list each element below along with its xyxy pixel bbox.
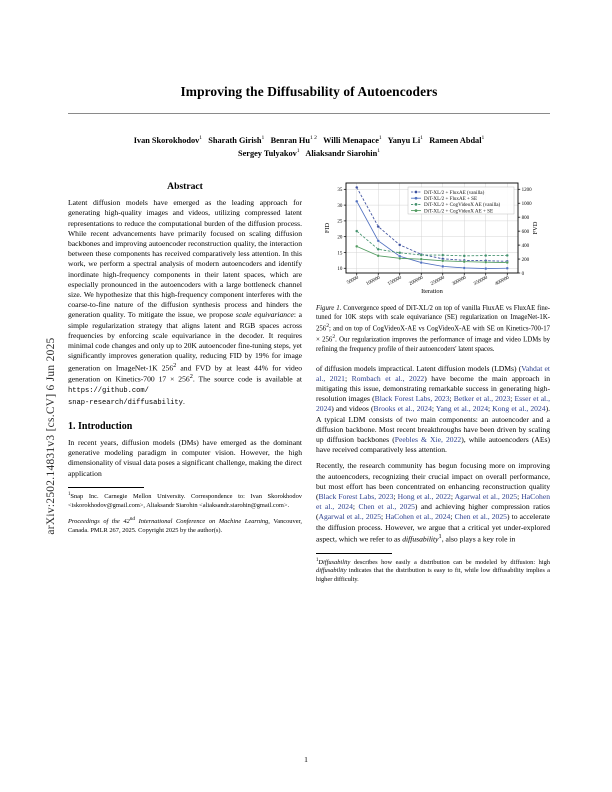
affiliation-footnote: $^1$Snap Inc. Carnegie Mellon University. Correspondence to: Ivan Skorokhodov <iskorokhodov@gmail.com>, Aliaksandr Siarohin <aliaksandr.siarohin@gmail.com>. (68, 491, 302, 509)
chart-svg (316, 177, 550, 299)
author: Ivan Skorokhodov$^1$ (133, 135, 203, 145)
citation[interactable]: Hong et al., 2022 (397, 492, 451, 502)
citation[interactable]: Chen et al., 2025 (454, 512, 507, 522)
abstract-italic-term: scale equivariance (235, 310, 294, 320)
svg-text:20: 20 (337, 235, 343, 241)
author-line-1 (68, 134, 550, 148)
convergence-chart (316, 177, 550, 299)
citation[interactable]: Yang et al., 2024 (435, 404, 488, 414)
figure-1 (316, 177, 550, 354)
svg-text:FVD: FVD (532, 221, 539, 235)
left-column (68, 177, 302, 584)
right-paragraph-1: of diffusion models impractical. Latent diffusion models (LDMs) (Vahdat et al., 2021; Rombach et al., 2022) have become the main approach in mitigating this issue, demonstrating remarkable success in generating high-resolution images (Black Forest Labs, 2023; Betker et al., 2023; Esser et al., 2024) and videos (Brooks et al., 2024; Yang et al., 2024; Kong et al., 2024). A typical LDM consists of two main components: an autoencoder and a diffusion backbone. Most recent breakthroughs have been driven by scaling up diffusion backbones (Peebles & Xie, 2022), while autoencoders (AEs) have received comparatively less attention. (316, 363, 551, 455)
citation[interactable]: Black Forest Labs, 2023 (318, 492, 394, 502)
svg-text:DiT-XL/2 + CogVideoX AE + SE: DiT-XL/2 + CogVideoX AE + SE (424, 208, 494, 215)
citation[interactable]: Chen et al., 2025 (358, 502, 415, 512)
citation[interactable]: Brooks et al., 2024 (373, 404, 432, 414)
abstract-text: Latent diffusion models have emerged as the leading approach for generating high-quality images and videos, utilizing compressed latent representations to reduce the computational burden of the diffusion process. While recent advancements have primarily focused on scaling diffusion backbones and improving autoencoder reconstruction quality, the interaction between these components has received comparatively less attention. In this work, we perform a spectral analysis of modern autoencoders and identify inordinate high-frequency components in their latent spaces, which are especially pronounced in the autoencoders with a large bottleneck channel size. We hypothesize that this high-frequency component interferes with the coarse-to-fine nature of the diffusion synthesis process and hinders the generation quality. To mitigate the issue, we propose scale equivariance: a simple regularization strategy that aligns latent and RGB spaces across frequencies by enforcing scale equivariance in the decoder. It requires minimal code changes and only up to 20K autoencoder fine-tuning steps, yet significantly improves generation quality, reducing FID by 19% for image generation on ImageNet-1K $256^2$ and FVD by at least 44% for video generation on Kinetics-700 $17 \times 256^2$. The source code is available at https://github.com/ snap-research/diffusability. (68, 198, 302, 407)
citation[interactable]: Kong et al., 2024 (492, 404, 546, 414)
svg-text:400000: 400000 (494, 275, 511, 288)
svg-text:DiT-XL/2 + FluxAE + SE: DiT-XL/2 + FluxAE + SE (424, 196, 478, 203)
citation[interactable]: Vahdat et al., 2021 (316, 363, 550, 383)
citation[interactable]: Rombach et al., 2022 (351, 373, 425, 383)
right-paragraph-2: Recently, the research community has begun focusing more on improving the autoencoders, recognizing their crucial impact on overall performance, but most effort has been concentrated on enhancing reconstruction quality (Black Forest Labs, 2023; Hong et al., 2022; Agarwal et al., 2025; HaCohen et al., 2024; Chen et al., 2025) and achieving higher compression ratios (Agarwal et al., 2025; HaCohen et al., 2024; Chen et al., 2025) to accelerate the diffusion process. However, we argue that a critical yet under-explored aspect, which we refer to as diffusability$^1$, also plays a key role in (316, 461, 550, 544)
source-code-url[interactable]: https://github.com/ (68, 386, 149, 395)
author: Yanyu Li$^1$ (387, 135, 423, 145)
section-heading-introduction: 1. Introduction (68, 421, 133, 433)
page-number: 1 (304, 755, 308, 764)
citation[interactable]: Esser et al., 2024 (316, 394, 550, 414)
author: Sergey Tulyakov$^1$ (237, 148, 300, 159)
author-list (68, 134, 550, 161)
svg-text:150000: 150000 (387, 275, 403, 288)
svg-text:250000: 250000 (430, 275, 446, 288)
abstract-heading: Abstract (167, 181, 203, 193)
author: Rameen Abdal$^1$ (429, 135, 485, 145)
author: Willi Menapace$^1$ (323, 135, 382, 145)
svg-text:0: 0 (521, 272, 525, 278)
svg-text:300000: 300000 (451, 275, 468, 288)
two-column-body (68, 177, 550, 584)
citation[interactable]: HaCohen et al., 2024 (385, 512, 451, 522)
svg-text:600: 600 (521, 230, 530, 236)
svg-text:200000: 200000 (408, 275, 425, 288)
citation[interactable]: HaCohen et al., 2024 (316, 492, 550, 512)
svg-text:35: 35 (337, 188, 343, 194)
svg-text:Iteration: Iteration (421, 288, 443, 296)
svg-text:350000: 350000 (473, 275, 489, 288)
svg-text:400: 400 (521, 244, 530, 250)
author: Aliaksandr Siarohin$^1$ (305, 148, 381, 159)
citation[interactable]: Peebles & Xie, 2022 (394, 435, 462, 445)
svg-text:30: 30 (337, 204, 343, 210)
svg-text:100000: 100000 (365, 275, 382, 288)
svg-text:1000: 1000 (521, 202, 532, 208)
publication-info: Proceedings of the 42nd International Conference on Machine Learning, Vancouver, Canada. PMLR 267, 2025. Copyright 2025 by the author(s). (68, 516, 302, 534)
citation[interactable]: Black Forest Labs, 2023 (374, 394, 450, 404)
svg-text:50000: 50000 (346, 275, 360, 287)
figure-caption: Figure 1. Convergence speed of DiT-XL/2 on top of vanilla FluxAE vs FluxAE fine-tuned for 10K steps with scale equivariance (SE) regularization on ImageNet-$1K-256^2$; and on top of CogVideoX-AE vs CogVideoX-AE with SE on Kinetics-700-17 × $256^2$. Our regularization improves the performance of image and video LDMs by refining the frequency profile of their autoencoders' latent spaces. (316, 305, 551, 353)
svg-text:FID: FID (324, 223, 331, 234)
svg-text:15: 15 (337, 251, 343, 257)
title-divider (68, 113, 550, 114)
footnote-separator-right (316, 553, 392, 554)
author: Benran $Hu^{1 2}$ (270, 135, 317, 145)
svg-text:DiT-XL/2 + CogVideoX AE (vanil: DiT-XL/2 + CogVideoX AE (vanilla) (424, 202, 501, 209)
svg-text:25: 25 (337, 219, 343, 225)
figure-label: Figure 1. (316, 305, 342, 313)
paper-content (68, 70, 550, 584)
svg-text:800: 800 (521, 216, 530, 222)
svg-text:200: 200 (521, 258, 530, 264)
page-title: Improving the Diffusability of Autoencoders (180, 84, 438, 99)
citation[interactable]: Agarwal et al., 2025 (454, 492, 518, 502)
right-column (316, 177, 550, 584)
citation[interactable]: Agarwal et al., 2025 (318, 512, 382, 522)
author-line-2 (68, 148, 550, 162)
footnote-separator (68, 487, 144, 488)
introduction-paragraph: In recent years, diffusion models (DMs) have emerged as the dominant generative modeling paradigm in computer vision. However, the high dimensionality of visual data poses a significant challenge, making the direct application (68, 438, 302, 478)
citation[interactable]: Betker et al., 2023 (453, 394, 511, 404)
svg-text:1200: 1200 (521, 188, 532, 194)
svg-text:10: 10 (337, 267, 343, 273)
author: Sharath Girish$^1$ (208, 135, 265, 145)
source-code-url-2[interactable]: snap-research/diffusability (68, 398, 183, 407)
diffusability-footnote: $^1$Diffusability describes how easily a distribution can be modeled by diffusion: high diffusability indicates that the distribution is easy to fit, while low diffusability implies a higher difficulty. (316, 557, 550, 583)
svg-text:DiT-XL/2 + FluxAE (vanilla): DiT-XL/2 + FluxAE (vanilla) (424, 190, 485, 197)
arxiv-stamp: arXiv:2502.14831v3 [cs.CV] 6 Jun 2025 (45, 337, 57, 535)
diffusability-term: diffusability (402, 534, 439, 544)
